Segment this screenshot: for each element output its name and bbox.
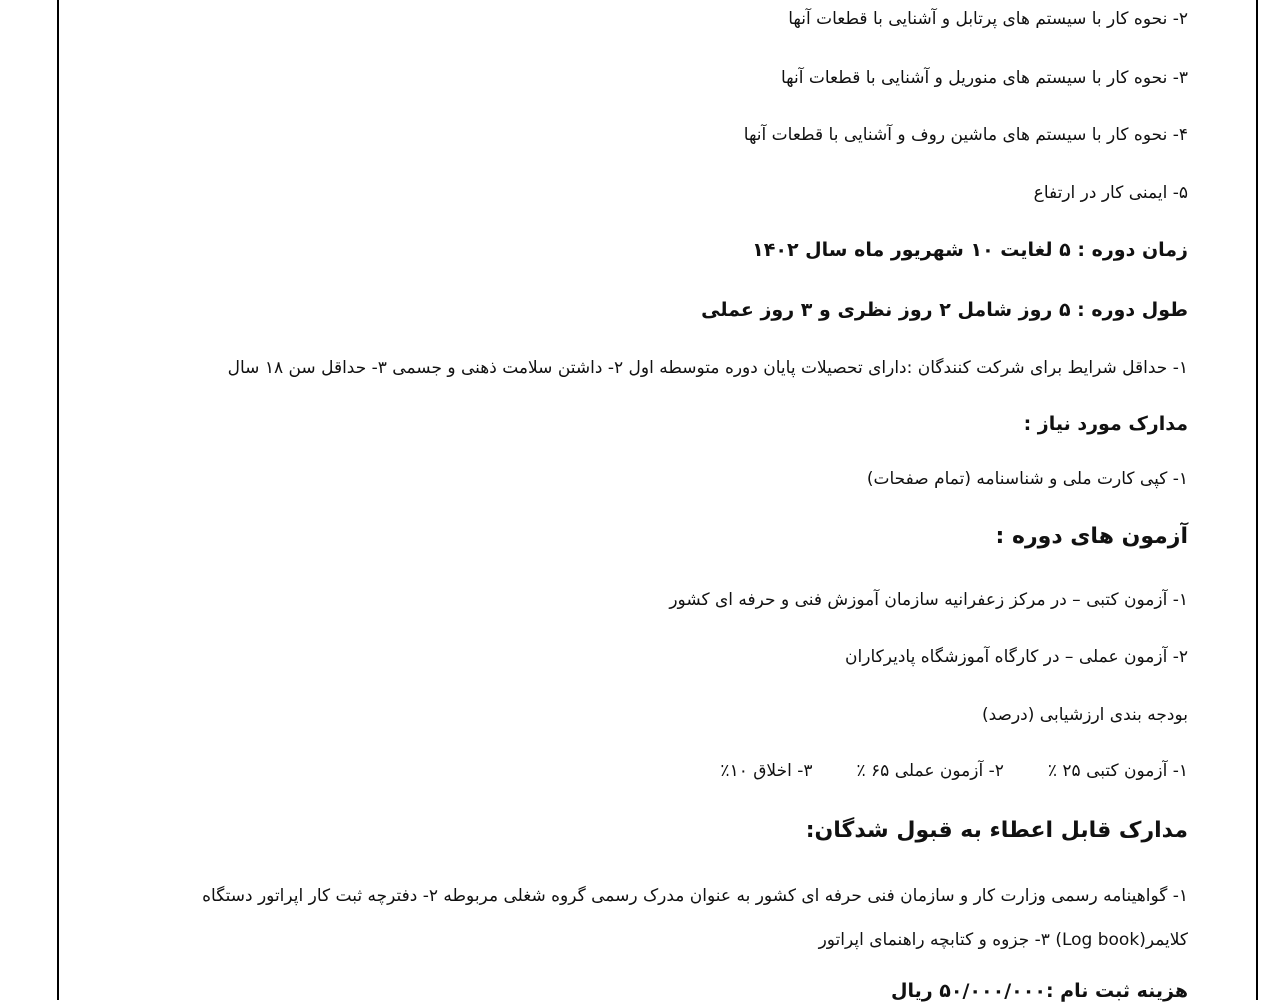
certificates-text bbox=[123, 874, 1188, 962]
page-border bbox=[57, 0, 1258, 1000]
topic-item-5: ۵- ایمنی کار در ارتفاع bbox=[1033, 183, 1188, 203]
exam-item-written: ۱- آزمون کتبی – در مرکز زعفرانیه سازمان آموزش فنی و حرفه ای کشور bbox=[669, 590, 1188, 610]
course-length: طول دوره : ۵ روز شامل ۲ روز نظری و ۳ روز عملی bbox=[701, 299, 1188, 321]
certificates-line2-before: کلایمر( bbox=[1139, 930, 1188, 950]
required-docs-heading: مدارک مورد نیاز : bbox=[1023, 413, 1188, 435]
evaluation-practical: ۲- آزمون عملی ۶۵ ٪ bbox=[856, 761, 1004, 781]
topic-item-4: ۴- نحوه کار با سیستم های ماشین روف و آشنایی با قطعات آنها bbox=[743, 125, 1188, 145]
exam-item-practical: ۲- آزمون عملی – در کارگاه آموزشگاه پادیرکاران bbox=[845, 647, 1188, 667]
registration-fee: هزینه ثبت نام :۵۰/۰۰۰/۰۰۰ ریال bbox=[890, 980, 1188, 1002]
certificates-heading: مدارک قابل اعطاء به قبول شدگان: bbox=[805, 818, 1188, 843]
evaluation-written: ۱- آزمون کتبی ۲۵ ٪ bbox=[1047, 761, 1188, 781]
evaluation-ethics: ۳- اخلاق ۱۰٪ bbox=[720, 761, 813, 781]
required-docs-item: ۱- کپی کارت ملی و شناسنامه (تمام صفحات) bbox=[866, 469, 1188, 489]
certificates-line2-latin: Log book bbox=[1061, 930, 1140, 950]
exams-heading: آزمون های دوره : bbox=[995, 524, 1188, 549]
evaluation-breakdown bbox=[720, 761, 1188, 781]
evaluation-heading: بودجه بندی ارزشیابی (درصد) bbox=[981, 705, 1188, 725]
certificates-line1: ۱- گواهینامه رسمی وزارت کار و سازمان فنی حرفه ای کشور به عنوان مدرک رسمی گروه شغلی مربوطه ۲- دفترچه ثبت کار اپراتور دستگاه bbox=[202, 886, 1188, 906]
course-time: زمان دوره : ۵ لغایت ۱۰ شهریور ماه سال ۱۴۰۲ bbox=[752, 239, 1188, 261]
topic-item-2: ۲- نحوه کار با سیستم های پرتابل و آشنایی با قطعات آنها bbox=[788, 9, 1188, 29]
certificates-line2-after: ) ۳- جزوه و کتابچه راهنمای اپراتور bbox=[818, 930, 1062, 950]
min-requirements: ۱- حداقل شرایط برای شرکت کنندگان :دارای تحصیلات پایان دوره متوسطه اول ۲- داشتن سلامت ذهنی و جسمی ۳- حداقل سن ۱۸ سال bbox=[227, 358, 1188, 378]
topic-item-3: ۳- نحوه کار با سیستم های منوریل و آشنایی با قطعات آنها bbox=[781, 68, 1188, 88]
